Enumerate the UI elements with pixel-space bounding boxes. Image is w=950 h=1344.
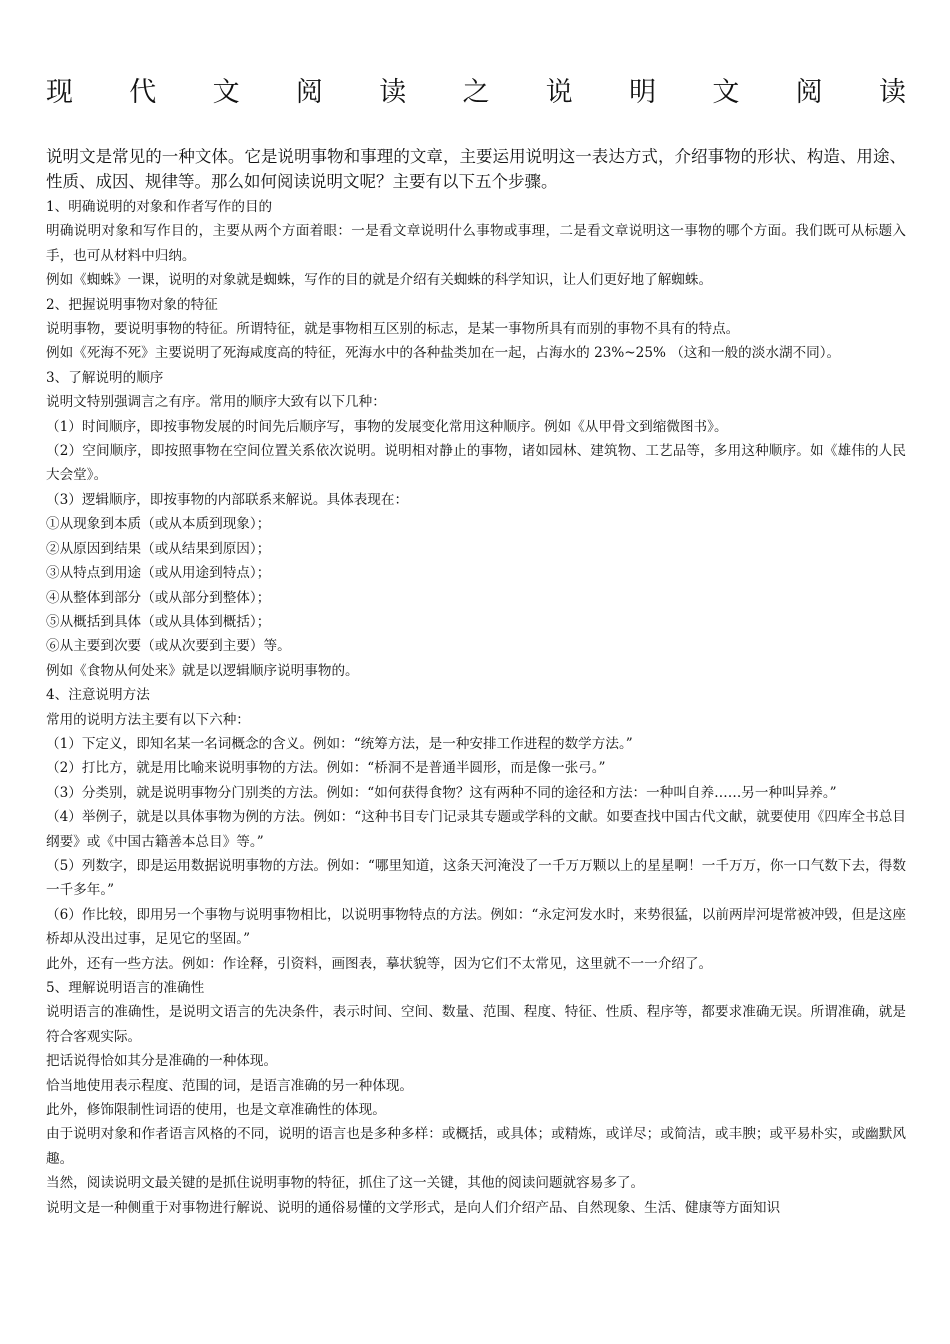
paragraph: 把话说得恰如其分是准确的一种体现。 [46,1053,278,1070]
section-heading: 1、明确说明的对象和作者写作的目的 [46,199,273,215]
paragraph: 此外，修饰限制性词语的使用，也是文章准确性的体现。 [46,1102,386,1119]
title-char: 阅 [295,77,323,108]
title-char: 文 [212,77,240,108]
list-item: ④从整体到部分（或从部分到整体）； [46,589,271,606]
list-item: （6）作比较，即用另一个事物与说明事物相比，以说明事物特点的方法。例如：“永定河发水时，来势很猛，以前两岸河堤常被冲毁，但是这座桥却从没出过事，足见它的坚固。” [46,906,906,948]
list-item: （3）分类别，就是说明事物分门别类的方法。例如：“如何获得食物？这有两种不同的途径和方法：一种叫自养……另一种叫异养。” [46,784,837,801]
list-item: （2）空间顺序，即按照事物在空间位置关系依次说明。说明相对静止的事物，诸如园林、建筑物、工艺品等，多用这种顺序。如《雄伟的人民大会堂》。 [46,443,906,484]
section-heading: 5、理解说明语言的准确性 [46,980,205,996]
paragraph: 例如《食物从何处来》就是以逻辑顺序说明事物的。 [46,662,359,679]
list-item: ③从特点到用途（或从用途到特点）； [46,565,271,582]
document-title [46,70,906,110]
paragraph: 说明文是一种侧重于对事物进行解说、说明的通俗易懂的文学形式，是向人们介绍产品、自然现象、生活、健康等方面知识 [46,1199,781,1216]
list-item: （2）打比方，就是用比喻来说明事物的方法。例如：“桥洞不是普通半圆形，而是像一张弓。” [46,760,606,777]
paragraph: 此外，还有一些方法。例如：作诠释，引资料，画图表，摹状貌等，因为它们不太常见，这里就不一一介绍了。 [46,955,713,972]
list-item: （5）列数字，即是运用数据说明事物的方法。例如：“哪里知道，这条天河淹没了一千万万颗以上的星星啊！一千万万，你一口气数下去，得数一千多年。” [46,857,906,899]
title-char: 阅 [795,77,823,108]
list-item: （4）举例子，就是以具体事物为例的方法。例如：“这种书目专门记录其专题或学科的文献。如要查找中国古代文献，就要使用《四库全书总目纲要》或《中国古籍善本总目》等。” [46,809,906,850]
list-item: ⑤从概括到具体（或从具体到概括）； [46,613,271,630]
list-item: ⑥从主要到次要（或从次要到主要）等。 [46,638,291,655]
section-heading: 2、把握说明事物对象的特征 [46,296,218,313]
paragraph: 明确说明对象和写作目的，主要从两个方面着眼：一是看文章说明什么事物或事理，二是看文章说明这一事物的哪个方面。我们既可从标题入手，也可从材料中归纳。 [46,223,906,264]
paragraph: 说明事物，要说明事物的特征。所谓特征，就是事物相互区别的标志，是某一事物所具有而别的事物不具有的特点。 [46,321,740,338]
list-item: （1）时间顺序，即按事物发展的时间先后顺序写，事物的发展变化常用这种顺序。例如《从甲骨文到缩微图书》。 [46,418,728,435]
title-char: 说 [545,77,573,108]
paragraph: 说明语言的准确性，是说明文语言的先决条件，表示时间、空间、数量、范围、程度、特征、性质、程序等，都要求准确无误。所谓准确，就是符合客观实际。 [46,1004,906,1045]
list-item: （1）下定义，即知名某一名词概念的含义。例如：“统筹方法，是一种安排工作进程的数学方法。” [46,735,633,752]
paragraph: 例如《蜘蛛》一课，说明的对象就是蜘蛛，写作的目的就是介绍有关蜘蛛的科学知识，让人们更好地了解蜘蛛。 [46,272,713,289]
title-char: 读 [878,77,906,108]
title-char: 现 [46,77,73,108]
paragraph: 恰当地使用表示程度、范围的词，是语言准确的另一种体现。 [46,1077,414,1094]
section-heading: 3、了解说明的顺序 [46,369,164,386]
title-char: 之 [462,77,490,108]
list-item: ②从原因到结果（或从结果到原因）； [46,540,271,557]
list-item: ①从现象到本质（或从本质到现象）； [46,516,271,533]
section-heading: 4、注意说明方法 [46,687,150,704]
paragraph: 由于说明对象和作者语言风格的不同，说明的语言也是多种多样：或概括，或具体；或精炼，或详尽；或简洁，或丰腴；或平易朴实，或幽默风趣。 [46,1126,906,1167]
paragraph: 常用的说明方法主要有以下六种： [46,711,250,728]
paragraph: 例如《死海不死》主要说明了死海咸度高的特征，死海水中的各种盐类加在一起，占海水的 23%~25% （这和一般的淡水湖不同）。 [46,345,841,362]
title-char: 文 [712,77,740,108]
title-char: 明 [629,77,657,108]
paragraph: 说明文特别强调言之有序。常用的顺序大致有以下几种： [46,394,386,411]
paragraph: 当然，阅读说明文最关键的是抓住说明事物的特征，抓住了这一关键，其他的阅读问题就容易多了。 [46,1175,645,1192]
intro-paragraph: 说明文是常见的一种文体。它是说明事物和事理的文章，主要运用说明这一表达方式，介绍事物的形状、构造、用途、性质、成因、规律等。那么如何阅读说明文呢？主要有以下五个步骤。 [46,147,906,191]
title-char: 代 [129,77,157,108]
title-char: 读 [379,77,407,108]
document-body [46,195,906,1220]
list-item: （3）逻辑顺序，即按事物的内部联系来解说。具体表现在： [46,491,409,508]
